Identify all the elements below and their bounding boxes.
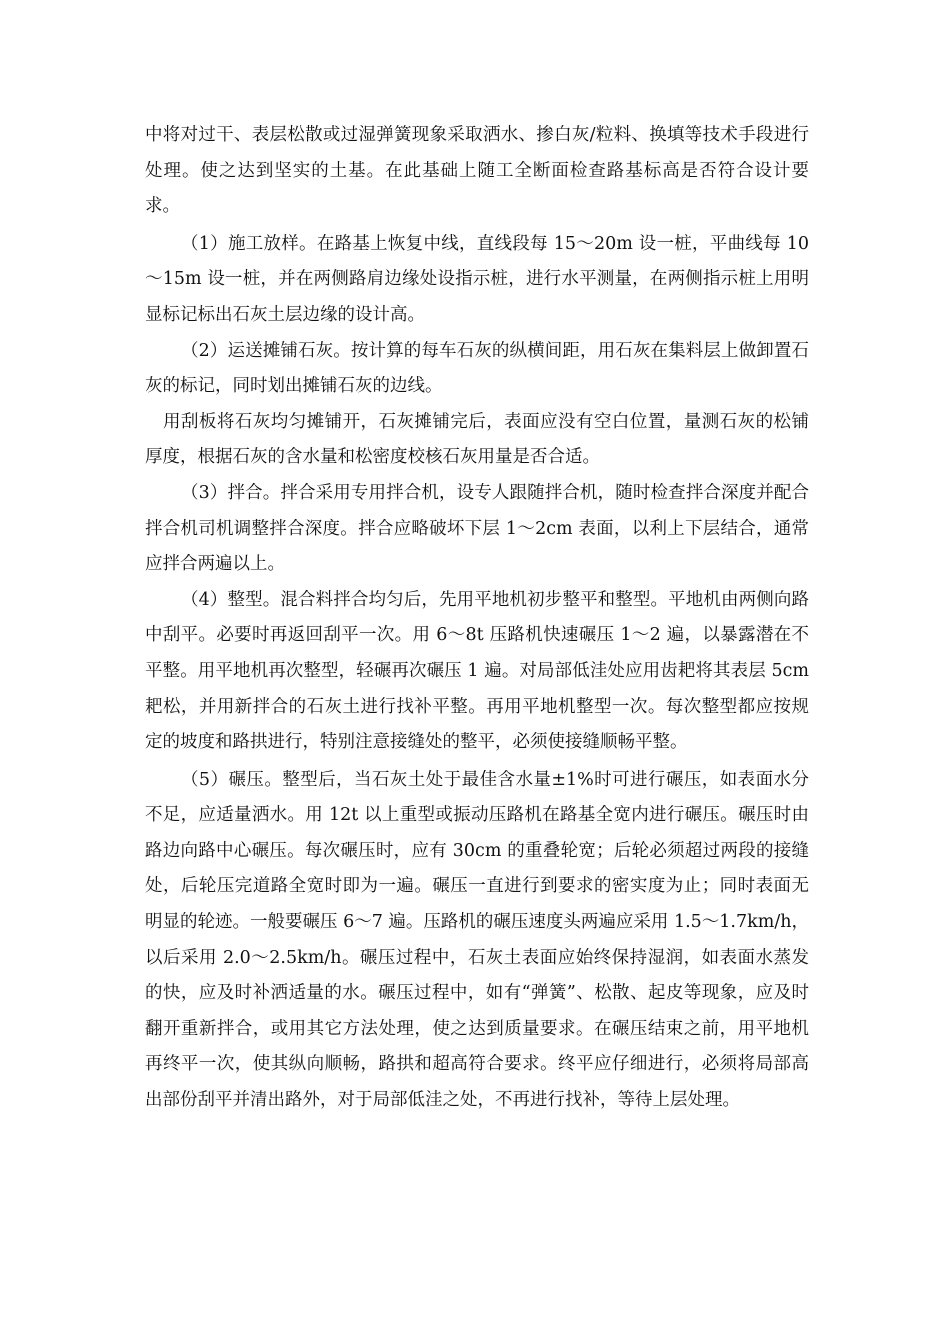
paragraph-lime-transport: （2）运送摊铺石灰。按计算的每车石灰的纵横间距，用石灰在集料层上做卸置石灰的标记，同时划出摊铺石灰的边线。 <box>145 340 809 397</box>
paragraph-shaping: （4）整型。混合料拌合均匀后，先用平地机初步整平和整型。平地机由两侧向路中刮平。必要时再返回刮平一次。用 6～8t 压路机快速碾压 1～2 遍，以暴露潜在不平整。用平地机再次整型，轻碾再次碾压 1 遍。对局部低洼处应用齿耙将其表层 5cm 耙松，并用新拌合的石灰土进行找补平整。再用平地机整型一次。每次整型都应按规定的坡度和路拱进行，特别注意接缝处的整平，必须使接缝顺畅平整。 <box>145 589 809 753</box>
document-body <box>145 118 809 1119</box>
paragraph-construction-layout: （1）施工放样。在路基上恢复中线，直线段每 15～20m 设一桩，平曲线每 10～15m 设一桩，并在两侧路肩边缘处设指示桩，进行水平测量，在两侧指示桩上用明显标记标出石灰土层边缘的设计高。 <box>145 233 809 325</box>
paragraph-lime-spreading: 用刮板将石灰均匀摊铺开，石灰摊铺完后，表面应没有空白位置，量测石灰的松铺厚度，根据石灰的含水量和松密度校核石灰用量是否合适。 <box>145 411 809 468</box>
paragraph-continuation: 中将对过干、表层松散或过湿弹簧现象采取洒水、掺白灰/粒料、换填等技术手段进行处理。使之达到坚实的土基。在此基础上随工全断面检查路基标高是否符合设计要求。 <box>145 125 809 217</box>
paragraph-mixing: （3）拌合。拌合采用专用拌合机，设专人跟随拌合机，随时检查拌合深度并配合拌合机司机调整拌合深度。拌合应略破坏下层 1～2cm 表面，以利上下层结合，通常应拌合两遍以上。 <box>145 482 809 575</box>
paragraph-compaction: （5）碾压。整型后，当石灰土处于最佳含水量±1%时可进行碾压，如表面水分不足，应适量洒水。用 12t 以上重型或振动压路机在路基全宽内进行碾压。碾压时由路边向路中心碾压。每次碾压时，应有 30cm 的重叠轮宽；后轮必须超过两段的接缝处，后轮压完道路全宽时即为一遍。碾压一直进行到要求的密实度为止；同时表面无明显的轮迹。一般要碾压 6～7 遍。压路机的碾压速度头两遍应采用 1.5～1.7km/h，以后采用 2.0～2.5km/h。碾压过程中，石灰土表面应始终保持湿润，如表面水蒸发的快，应及时补洒适量的水。碾压过程中，如有“弹簧”、松散、起皮等现象，应及时翻开重新拌合，或用其它方法处理，使之达到质量要求。在碾压结束之前，用平地机再终平一次，使其纵向顺畅，路拱和超高符合要求。终平应仔细进行，必须将局部高出部份刮平并清出路外，对于局部低洼之处，不再进行找补，等待上层处理。 <box>145 769 809 1111</box>
